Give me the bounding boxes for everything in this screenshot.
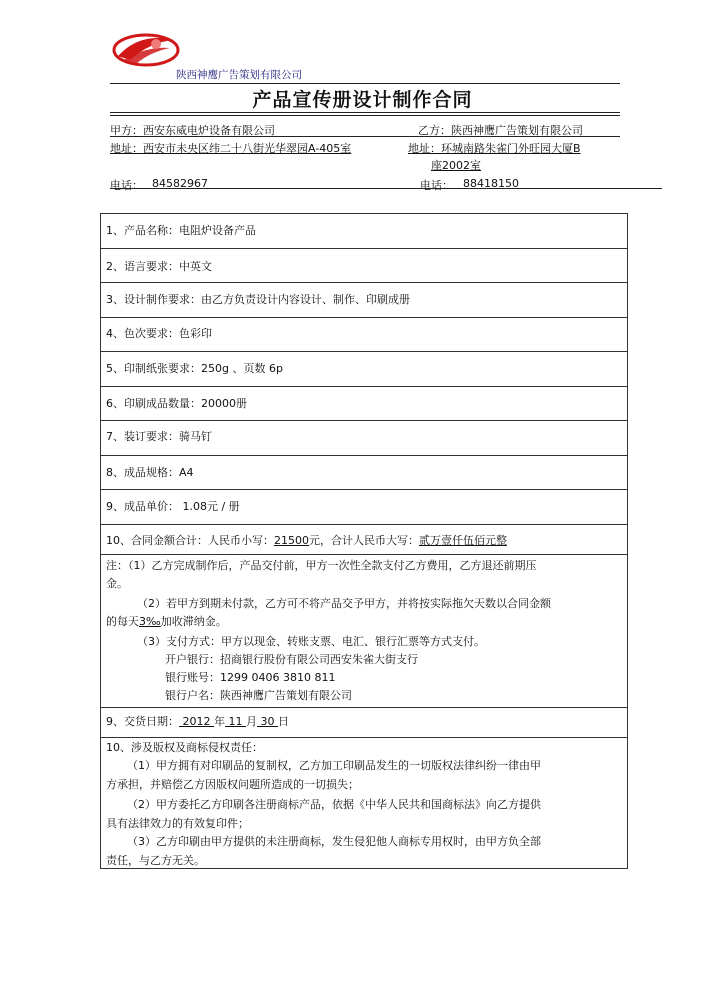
item-contract-amount [106,532,507,548]
amount-mid: 元，合计人民币大写： [309,534,419,547]
header-rule [110,83,620,84]
item-product-name: 1、产品名称：电阻炉设备产品 [106,224,256,237]
title-rule [110,112,620,113]
delivery-day-unit: 日 [278,715,289,728]
delivery-month-unit: 月 [246,715,257,728]
notes-block [101,555,627,708]
table-row [101,421,627,456]
document-title: 产品宣传册设计制作合同 [252,89,473,111]
party-a-address: 地址：西安市未央区纬二十八街光华翠园A-405室 [110,142,352,155]
table-row [101,249,627,283]
company-name-header: 陕西神鹰广告策划有限公司 [176,69,302,81]
item-binding: 7、装订要求：骑马钉 [106,430,212,443]
delivery-date [106,713,289,729]
table-row [101,318,627,352]
copyright-2-line2: 具有法律效力的有效复印件； [106,817,249,830]
party-b-phone: 88418150 [463,177,519,190]
copyright-2-line1: （2）甲方委托乙方印刷各注册商标产品，依据《中华人民共和国商标法》向乙方提供 [127,798,541,811]
party-b-address-line2: 座2002室 [431,159,481,172]
note-2-suffix: 加收滞纳金。 [160,615,227,628]
copyright-3-line1: （3）乙方印刷由甲方提供的未注册商标，发生侵犯他人商标专用权时，由甲方负全部 [127,835,541,848]
amount-small: 21500 [274,534,309,547]
table-row [101,525,627,555]
delivery-month: 11 [228,715,243,728]
copyright-1-line1: （1）甲方拥有对印刷品的复制权，乙方加工印刷品发生的一切版权法律纠纷一律由甲 [127,759,541,772]
party-b-phone-label: 电话： [420,179,453,192]
table-row [101,283,627,318]
party-a-phone: 84582967 [152,177,208,190]
bank-account: 银行账号：1299 0406 3810 811 [165,671,336,684]
delivery-year-unit: 年 [214,715,225,728]
copyright-1-line2: 方承担，并赔偿乙方因版权问题所造成的一切损失； [106,778,359,791]
contract-table [100,213,628,869]
table-row [101,456,627,490]
party-a-name: 甲方：西安东威电炉设备有限公司 [110,124,275,137]
phone-rule [110,188,662,189]
party-name-rule [110,136,620,137]
delivery-year: 2012 [182,715,211,728]
note-2-line1: （2）若甲方到期未付款，乙方可不将产品交予甲方，并将按实际拖欠天数以合同金额 [137,597,551,610]
bank-holder: 银行户名：陕西神鹰广告策划有限公司 [165,689,352,702]
delivery-day: 30 [260,715,275,728]
table-row [101,387,627,421]
party-b-address-line1: 地址：环城南路朱雀门外旺园大厦B [408,142,581,155]
amount-prefix: 10、合同金额合计：人民币小写： [106,534,274,547]
company-logo-icon [110,26,180,70]
note-2-prefix: 的每天 [106,615,139,628]
table-row [101,352,627,387]
copyright-block [101,738,627,868]
item-color: 4、色次要求：色彩印 [106,327,212,340]
item-size: 8、成品规格：A4 [106,466,194,479]
item-language: 2、语言要求：中英文 [106,260,212,273]
note-2-rate: 3‰ [139,615,161,628]
amount-capital: 贰万壹仟伍佰元整 [419,534,507,547]
item-quantity: 6、印刷成品数量：20000册 [106,397,247,410]
party-b-name: 乙方：陕西神鹰广告策划有限公司 [418,124,583,137]
note-2-line2 [106,613,227,629]
item-design-requirement: 3、设计制作要求：由乙方负责设计内容设计、制作、印刷成册 [106,293,410,306]
note-1-line1: 注：（1）乙方完成制作后，产品交付前，甲方一次性全款支付乙方费用，乙方退还前期压 [106,559,537,572]
copyright-title: 10、涉及版权及商标侵权责任： [106,741,263,754]
item-paper: 5、印制纸张要求：250g 、页数 6p [106,362,283,375]
table-row [101,490,627,525]
party-a-phone-label: 电话： [110,179,143,192]
note-1-line2: 金。 [106,577,128,590]
table-row [101,708,627,738]
delivery-prefix: 9、交货日期： [106,715,179,728]
table-row [101,214,627,249]
bank-name: 开户银行：招商银行股份有限公司西安朱雀大街支行 [165,653,418,666]
item-unit-price: 9、成品单价： 1.08元 / 册 [106,500,240,513]
copyright-3-line2: 责任，与乙方无关。 [106,854,205,867]
note-3-payment: （3）支付方式：甲方以现金、转账支票、电汇、银行汇票等方式支付。 [137,635,485,648]
title-rule-second [110,115,620,116]
